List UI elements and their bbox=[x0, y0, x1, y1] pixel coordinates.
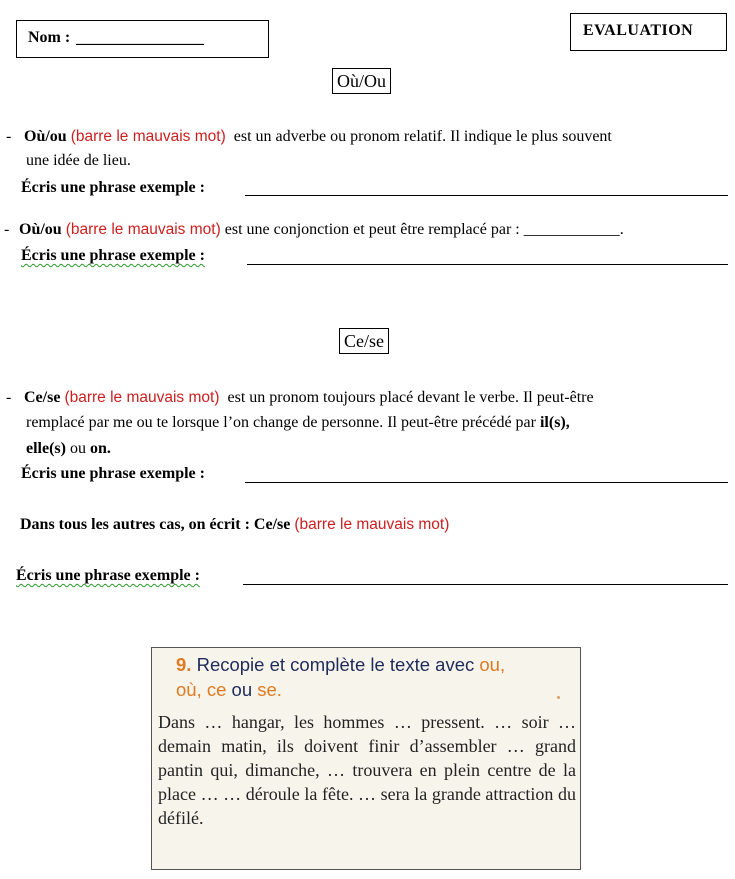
example-prompt-text: Écris une phrase exemple : bbox=[16, 567, 200, 584]
definition: est un adverbe ou pronom relatif. Il indique le plus souvent bbox=[233, 128, 612, 145]
section-title-ce: Ce/se bbox=[339, 328, 389, 354]
name-label: Nom : bbox=[28, 29, 71, 46]
exercise-instruction: Recopie et complète le texte avec bbox=[196, 654, 475, 675]
definition: est un pronom toujours placé devant le verbe. Il peut-être bbox=[227, 389, 594, 406]
item-ce-1 bbox=[24, 389, 594, 407]
example-prompt bbox=[16, 567, 200, 585]
word-ce: ce bbox=[206, 679, 227, 700]
evaluation-label: EVALUATION bbox=[583, 22, 694, 39]
answer-line[interactable] bbox=[247, 264, 728, 265]
item-ou-2 bbox=[19, 221, 624, 239]
definition-cont bbox=[26, 414, 570, 432]
keyword: Où/ou bbox=[19, 221, 62, 238]
answer-line[interactable] bbox=[245, 482, 728, 483]
exercise-box bbox=[151, 647, 581, 870]
definition: est une conjonction et peut être remplacé par : ____________. bbox=[224, 221, 624, 238]
instruction: (barre le mauvais mot) bbox=[70, 128, 226, 145]
answer-line[interactable] bbox=[243, 584, 728, 585]
keyword: Ce/se bbox=[24, 389, 61, 406]
word-or: ou bbox=[231, 679, 253, 700]
answer-line[interactable] bbox=[245, 195, 728, 196]
evaluation-box bbox=[570, 13, 727, 51]
example-prompt: Écris une phrase exemple : bbox=[21, 179, 205, 196]
example-prompt bbox=[21, 247, 205, 265]
exercise-text: Dans … hangar, les hommes … pressent. … soir … demain matin, ils doivent finir d’assembler … grand pantin qui, dimanche, … trouvera en plein centre de la place … … déroule la fête. … sera la grande attraction du défilé. bbox=[158, 712, 576, 828]
other-cases bbox=[20, 516, 449, 534]
definition-cont bbox=[26, 440, 111, 458]
section-title-ou: Où/Ou bbox=[332, 68, 391, 94]
instruction: (barre le mauvais mot) bbox=[294, 516, 450, 533]
name-box bbox=[16, 20, 269, 58]
instruction: (barre le mauvais mot) bbox=[65, 221, 221, 238]
definition-text: remplacé par me ou te lorsque l’on change de personne. Il peut-être précédé par bbox=[26, 414, 536, 431]
item-ou-1 bbox=[24, 128, 612, 146]
word-se: se. bbox=[257, 679, 282, 700]
exercise-number: 9. bbox=[176, 654, 192, 675]
example-prompt: Écris une phrase exemple : bbox=[21, 465, 205, 482]
keyword: Où/ou bbox=[24, 128, 67, 145]
keyword-elle: elle(s) bbox=[26, 440, 66, 457]
bullet-dash: - bbox=[4, 221, 10, 238]
definition-cont: une idée de lieu. bbox=[26, 152, 131, 169]
keyword-on: on. bbox=[89, 440, 111, 457]
example-prompt-text: Écris une phrase exemple : bbox=[21, 247, 205, 264]
word-ou-accent: où, bbox=[176, 679, 202, 700]
name-blank[interactable]: ________________ bbox=[76, 30, 204, 47]
exercise-title bbox=[176, 652, 505, 702]
bullet-dash: - bbox=[6, 128, 12, 145]
word-ou: ou, bbox=[479, 654, 506, 675]
other-cases-text: Dans tous les autres cas, on écrit : Ce/se bbox=[20, 516, 291, 533]
bullet-dash: - bbox=[6, 389, 12, 406]
instruction: (barre le mauvais mot) bbox=[64, 389, 220, 406]
connector: ou bbox=[69, 440, 86, 457]
keyword-il: il(s), bbox=[539, 414, 570, 431]
decorative-dot bbox=[557, 696, 560, 699]
